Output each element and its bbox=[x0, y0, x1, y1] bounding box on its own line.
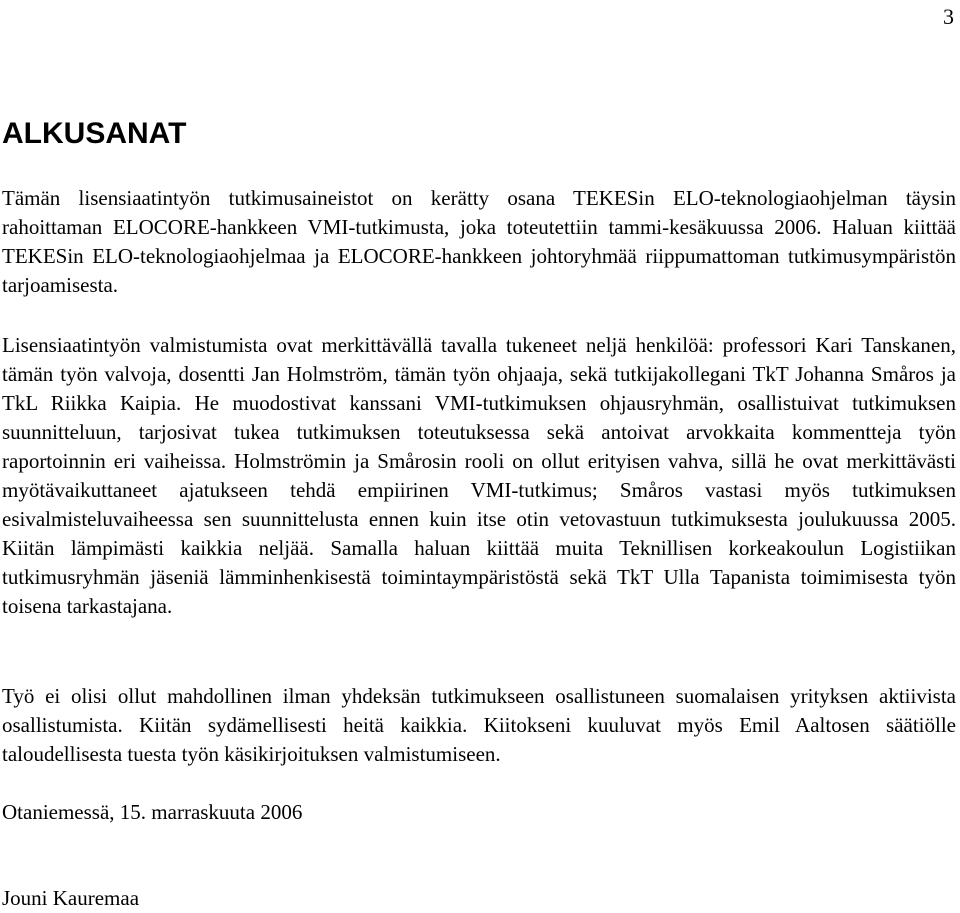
page-number: 3 bbox=[943, 4, 954, 29]
place-date: Otaniemessä, 15. marraskuuta 2006 bbox=[2, 800, 303, 824]
paragraph-companies: Työ ei olisi ollut mahdollinen ilman yhdeksän tutkimukseen osallistuneen suomalaisen yrityksen aktiivista osallistumista. Kiitän sydämellisesti heitä kaikkia. Kiitokseni kuuluvat myös Emil Aaltosen säätiölle taloudellisesta tuesta työn käsikirjoituksen valmistumiseen. bbox=[2, 684, 956, 766]
paragraph-supervisors: Lisensiaatintyön valmistumista ovat merkittävällä tavalla tukeneet neljä henkilöä: professori Kari Tanskanen, tämän työn valvoja, dosentti Jan Holmström, tämän työn ohjaaja, sekä tutkijakollegani TkT Johanna Småros ja TkL Riikka Kaipia. He muodostivat kanssani VMI-tutkimuksen ohjausryhmän, osallistuivat tutkimuksen suunnitteluun, tarjosivat tukea tutkimuksen toteutuksessa sekä antoivat arvokkaita kommentteja työn raportoinnin eri vaiheissa. Holmströmin ja Smårosin rooli on ollut erityisen vahva, sillä he ovat merkittävästi myötävaikuttaneet ajatukseen tehdä empiirinen VMI-tutkimus; Småros vastasi myös tutkimuksen esivalmisteluvaiheessa sen suunnittelusta ennen kuin itse otin vetovastuun tutkimuksesta joulukuussa 2005. Kiitän lämpimästi kaikkia neljää. Samalla haluan kiittää muita Teknillisen korkeakoulun Logistiikan tutkimusryhmän jäseniä lämminhenkisestä toimintaympäristöstä sekä TkT Ulla Tapanista toimimisesta työn toisena tarkastajana. bbox=[2, 333, 956, 618]
paragraph-funding: Tämän lisensiaatintyön tutkimusaineistot on kerätty osana TEKESin ELO-teknologiaohjelman täysin rahoittaman ELOCORE-hankkeen VMI-tutkimusta, joka toteutettiin tammi-kesäkuussa 2006. Haluan kiittää TEKESin ELO-teknologiaohjelmaa ja ELOCORE-hankkeen johtoryhmää riippumattoman tutkimusympäristön tarjoamisesta. bbox=[2, 186, 956, 297]
author-signature: Jouni Kauremaa bbox=[2, 886, 140, 910]
section-heading: ALKUSANAT bbox=[2, 117, 187, 150]
